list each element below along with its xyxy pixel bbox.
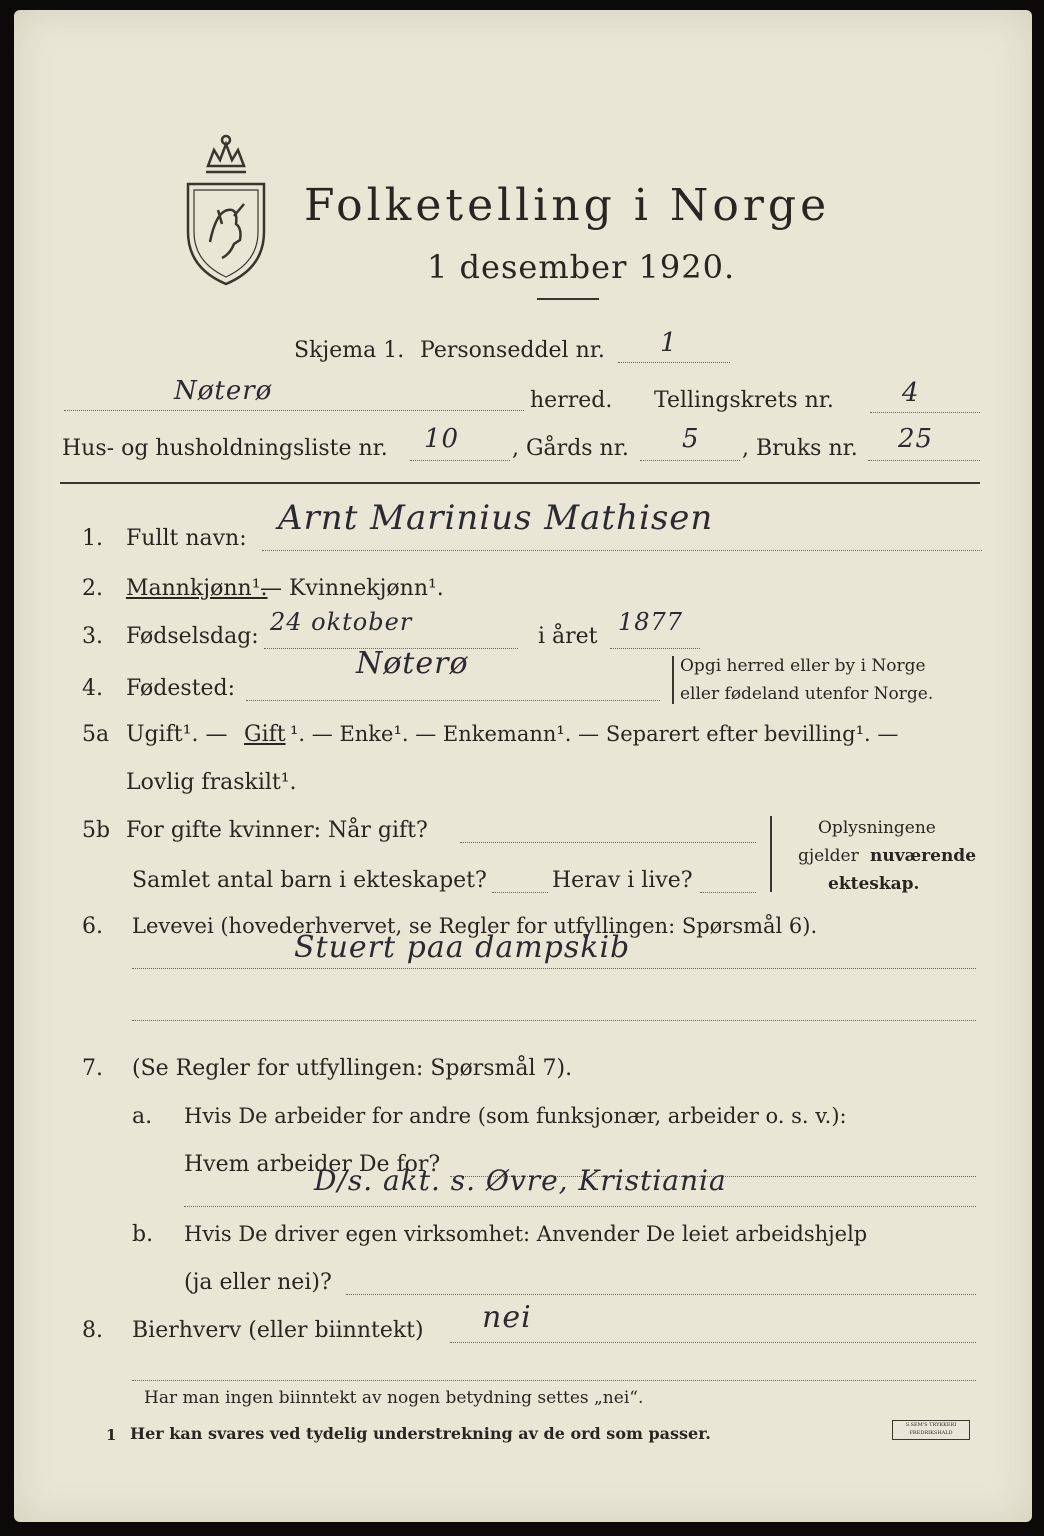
q1-number: 1. bbox=[82, 526, 103, 551]
q5b-children-line bbox=[492, 892, 548, 893]
q4-note-line2: eller fødeland utenfor Norge. bbox=[680, 684, 934, 704]
side-income-value: nei bbox=[482, 1300, 532, 1335]
q7-number: 7. bbox=[82, 1056, 103, 1081]
husholdningsliste-value: 10 bbox=[424, 424, 460, 454]
q1-label: Fullt navn: bbox=[126, 526, 247, 551]
q7-label: (Se Regler for utfyllingen: Spørsmål 7). bbox=[132, 1056, 573, 1081]
birthplace-line bbox=[246, 700, 660, 701]
q4-note-line1: Opgi herred eller by i Norge bbox=[680, 656, 926, 676]
status-gift-option: Gift bbox=[244, 722, 286, 747]
coat-of-arms-icon bbox=[178, 132, 274, 292]
q7b-help-label: (ja eller nei)? bbox=[184, 1270, 332, 1295]
printer-stamp-text: S.SEM'S TRYKKERI FREDRIKSHALD bbox=[905, 1422, 957, 1436]
herred-value: Nøterø bbox=[174, 376, 273, 406]
q6-number: 6. bbox=[82, 914, 103, 939]
full-name-value: Arnt Marinius Mathisen bbox=[278, 498, 714, 538]
census-form-page bbox=[14, 10, 1032, 1522]
tellingskrets-value: 4 bbox=[902, 378, 920, 408]
bruks-label: , Bruks nr. bbox=[742, 436, 858, 461]
title-divider bbox=[537, 298, 599, 300]
census-date: 1 desember 1920. bbox=[427, 248, 736, 286]
q4-number: 4. bbox=[82, 676, 103, 701]
q3-label: Fødselsdag: bbox=[126, 624, 259, 649]
q4-note-brace bbox=[672, 656, 674, 704]
q5b-alive-label: Herav i live? bbox=[552, 868, 693, 893]
herred-line bbox=[64, 410, 524, 411]
husholdningsliste-line bbox=[410, 460, 510, 461]
q5b-note-line3: ekteskap. bbox=[828, 874, 920, 894]
status-other-options: ¹. — Enke¹. — Enkemann¹. — Separert efter bevilling¹. — bbox=[290, 722, 899, 746]
footer-note: Har man ingen biinntekt av nogen betydning settes „nei“. bbox=[144, 1388, 644, 1408]
personseddel-value: 1 bbox=[660, 328, 678, 358]
q5b-alive-line bbox=[700, 892, 756, 893]
q5b-children-label: Samlet antal barn i ekteskapet? bbox=[132, 868, 487, 893]
gards-line bbox=[640, 460, 740, 461]
occupation-value: Stuert paa dampskib bbox=[294, 930, 631, 965]
q7b-label: Hvis De driver egen virksomhet: Anvender De leiet arbeidshjelp bbox=[184, 1222, 868, 1246]
bruks-line bbox=[868, 460, 980, 461]
q5b-note-line1: Oplysningene bbox=[818, 818, 936, 838]
q5b-married-when-label: For gifte kvinner: Når gift? bbox=[126, 818, 428, 843]
header-divider bbox=[60, 482, 980, 484]
q5b-married-when-line bbox=[460, 842, 756, 843]
herred-label: herred. bbox=[530, 388, 613, 413]
q5b-note-line2b: nuværende bbox=[870, 846, 977, 866]
q4-label: Fødested: bbox=[126, 676, 236, 701]
side-income-line-1 bbox=[450, 1342, 976, 1343]
q5b-note-line2a: gjelder bbox=[798, 846, 859, 866]
status-ugift-option: Ugift¹. — bbox=[126, 722, 228, 747]
q7a-employer-line-2 bbox=[184, 1206, 976, 1207]
skjema-label: Skjema 1. bbox=[294, 338, 405, 363]
q3-number: 3. bbox=[82, 624, 103, 649]
sex-female-option: — Kvinnekjønn¹. bbox=[260, 576, 444, 601]
occupation-line-2 bbox=[132, 1020, 976, 1021]
q7a-label: Hvis De arbeider for andre (som funksjonær, arbeider o. s. v.): bbox=[184, 1104, 847, 1128]
personseddel-line bbox=[618, 362, 730, 363]
birthday-value: 24 oktober bbox=[270, 608, 413, 636]
printer-stamp bbox=[892, 1420, 970, 1440]
employer-value: D/s. akt. s. Øvre, Kristiania bbox=[314, 1164, 727, 1197]
occupation-line-1 bbox=[132, 968, 976, 969]
husholdningsliste-label: Hus- og husholdningsliste nr. bbox=[62, 436, 388, 461]
q6-label: Levevei (hovederhvervet, se Regler for utfyllingen: Spørsmål 6). bbox=[132, 914, 818, 938]
q2-number: 2. bbox=[82, 576, 103, 601]
footnote-text: Her kan svares ved tydelig understrekning av de ord som passer. bbox=[130, 1424, 711, 1443]
footnote-mark: 1 bbox=[106, 1426, 117, 1444]
tellingskrets-line bbox=[870, 412, 980, 413]
gards-label: , Gårds nr. bbox=[512, 436, 629, 461]
q5a-number: 5a bbox=[82, 722, 110, 747]
birthplace-value: Nøterø bbox=[356, 646, 469, 681]
tellingskrets-label: Tellingskrets nr. bbox=[654, 388, 834, 413]
q1-line bbox=[262, 550, 982, 551]
q7b-letter: b. bbox=[132, 1222, 154, 1247]
q8-label: Bierhverv (eller biinntekt) bbox=[132, 1318, 424, 1343]
birth-year-line bbox=[610, 648, 700, 649]
q5b-note-brace bbox=[770, 816, 772, 892]
q8-number: 8. bbox=[82, 1318, 103, 1343]
side-income-line-2 bbox=[132, 1380, 976, 1381]
q5b-number: 5b bbox=[82, 818, 111, 843]
gards-value: 5 bbox=[682, 424, 700, 454]
personseddel-label: Personseddel nr. bbox=[420, 338, 605, 363]
birth-year-value: 1877 bbox=[618, 608, 684, 636]
q7b-help-line bbox=[346, 1294, 976, 1295]
sex-male-option: Mannkjønn¹. bbox=[126, 576, 268, 601]
birth-year-label: i året bbox=[538, 624, 598, 649]
q7a-employer-label: Hvem arbeider De for? bbox=[184, 1152, 441, 1177]
status-fraskilt-option: Lovlig fraskilt¹. bbox=[126, 770, 297, 795]
q7a-letter: a. bbox=[132, 1104, 153, 1129]
page-title: Folketelling i Norge bbox=[304, 180, 831, 231]
bruks-value: 25 bbox=[898, 424, 934, 454]
